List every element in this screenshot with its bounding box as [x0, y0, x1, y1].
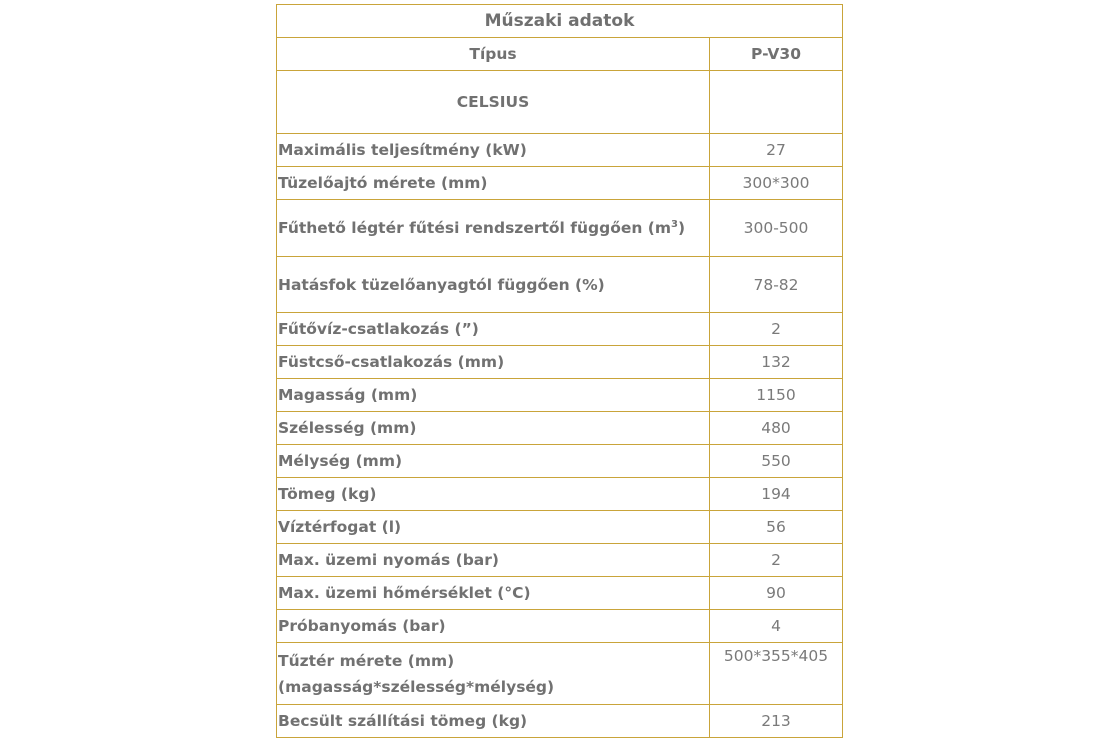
type-label: Típus: [277, 38, 710, 71]
row-label-line1: Tűztér mérete (mm): [278, 651, 455, 670]
table-row: [277, 577, 843, 610]
table-row: [277, 412, 843, 445]
row-label: Próbanyomás (bar): [277, 610, 710, 643]
row-label: Mélység (mm): [277, 445, 710, 478]
brand-row: [277, 71, 843, 134]
row-label-text: Fűthető légtér fűtési rendszertől függően (m: [278, 219, 672, 237]
row-label: Max. üzemi hőmérséklet (°C): [277, 577, 710, 610]
table-row: [277, 167, 843, 200]
row-value: 4: [710, 610, 843, 643]
row-label-line2: (magasság*szélesség*mélység): [278, 677, 555, 696]
row-value: 2: [710, 544, 843, 577]
table-row: [277, 643, 843, 705]
table-row: [277, 610, 843, 643]
row-label: Füstcső-csatlakozás (mm): [277, 346, 710, 379]
row-value: 78-82: [710, 257, 843, 313]
row-value: 56: [710, 511, 843, 544]
row-label: Szélesség (mm): [277, 412, 710, 445]
row-value: 27: [710, 134, 843, 167]
specs-table: [276, 4, 843, 738]
row-label: Tömeg (kg): [277, 478, 710, 511]
table-row: [277, 346, 843, 379]
title-row: [277, 5, 843, 38]
row-label: Becsült szállítási tömeg (kg): [277, 705, 710, 738]
row-value: 90: [710, 577, 843, 610]
row-value: 500*355*405: [710, 643, 843, 705]
table-title: Műszaki adatok: [277, 5, 843, 38]
brand-value: [710, 71, 843, 134]
table-row: [277, 544, 843, 577]
table-row: [277, 511, 843, 544]
row-value: 300*300: [710, 167, 843, 200]
header-row: [277, 38, 843, 71]
table-row: [277, 200, 843, 257]
table-row: [277, 313, 843, 346]
row-label: Fűtővíz-csatlakozás (”): [277, 313, 710, 346]
row-label: Hatásfok tüzelőanyagtól függően (%): [277, 257, 710, 313]
row-label: Víztérfogat (l): [277, 511, 710, 544]
row-value: 132: [710, 346, 843, 379]
row-value: 1150: [710, 379, 843, 412]
row-value: 300-500: [710, 200, 843, 257]
row-label-sup: 3: [671, 218, 679, 230]
row-label-after: ): [678, 219, 686, 237]
row-label: [277, 643, 710, 705]
row-label: Magasság (mm): [277, 379, 710, 412]
brand-label: CELSIUS: [277, 71, 710, 134]
table-row: [277, 478, 843, 511]
table-row: [277, 134, 843, 167]
row-value: 213: [710, 705, 843, 738]
row-label: Maximális teljesítmény (kW): [277, 134, 710, 167]
row-value: 2: [710, 313, 843, 346]
row-label: Tüzelőajtó mérete (mm): [277, 167, 710, 200]
specs-table-container: [276, 4, 842, 738]
table-row: [277, 379, 843, 412]
table-row: [277, 705, 843, 738]
table-row: [277, 257, 843, 313]
row-value: 480: [710, 412, 843, 445]
row-value: 550: [710, 445, 843, 478]
row-value: 194: [710, 478, 843, 511]
type-value: P-V30: [710, 38, 843, 71]
row-label: Max. üzemi nyomás (bar): [277, 544, 710, 577]
table-row: [277, 445, 843, 478]
row-label: [277, 200, 710, 257]
